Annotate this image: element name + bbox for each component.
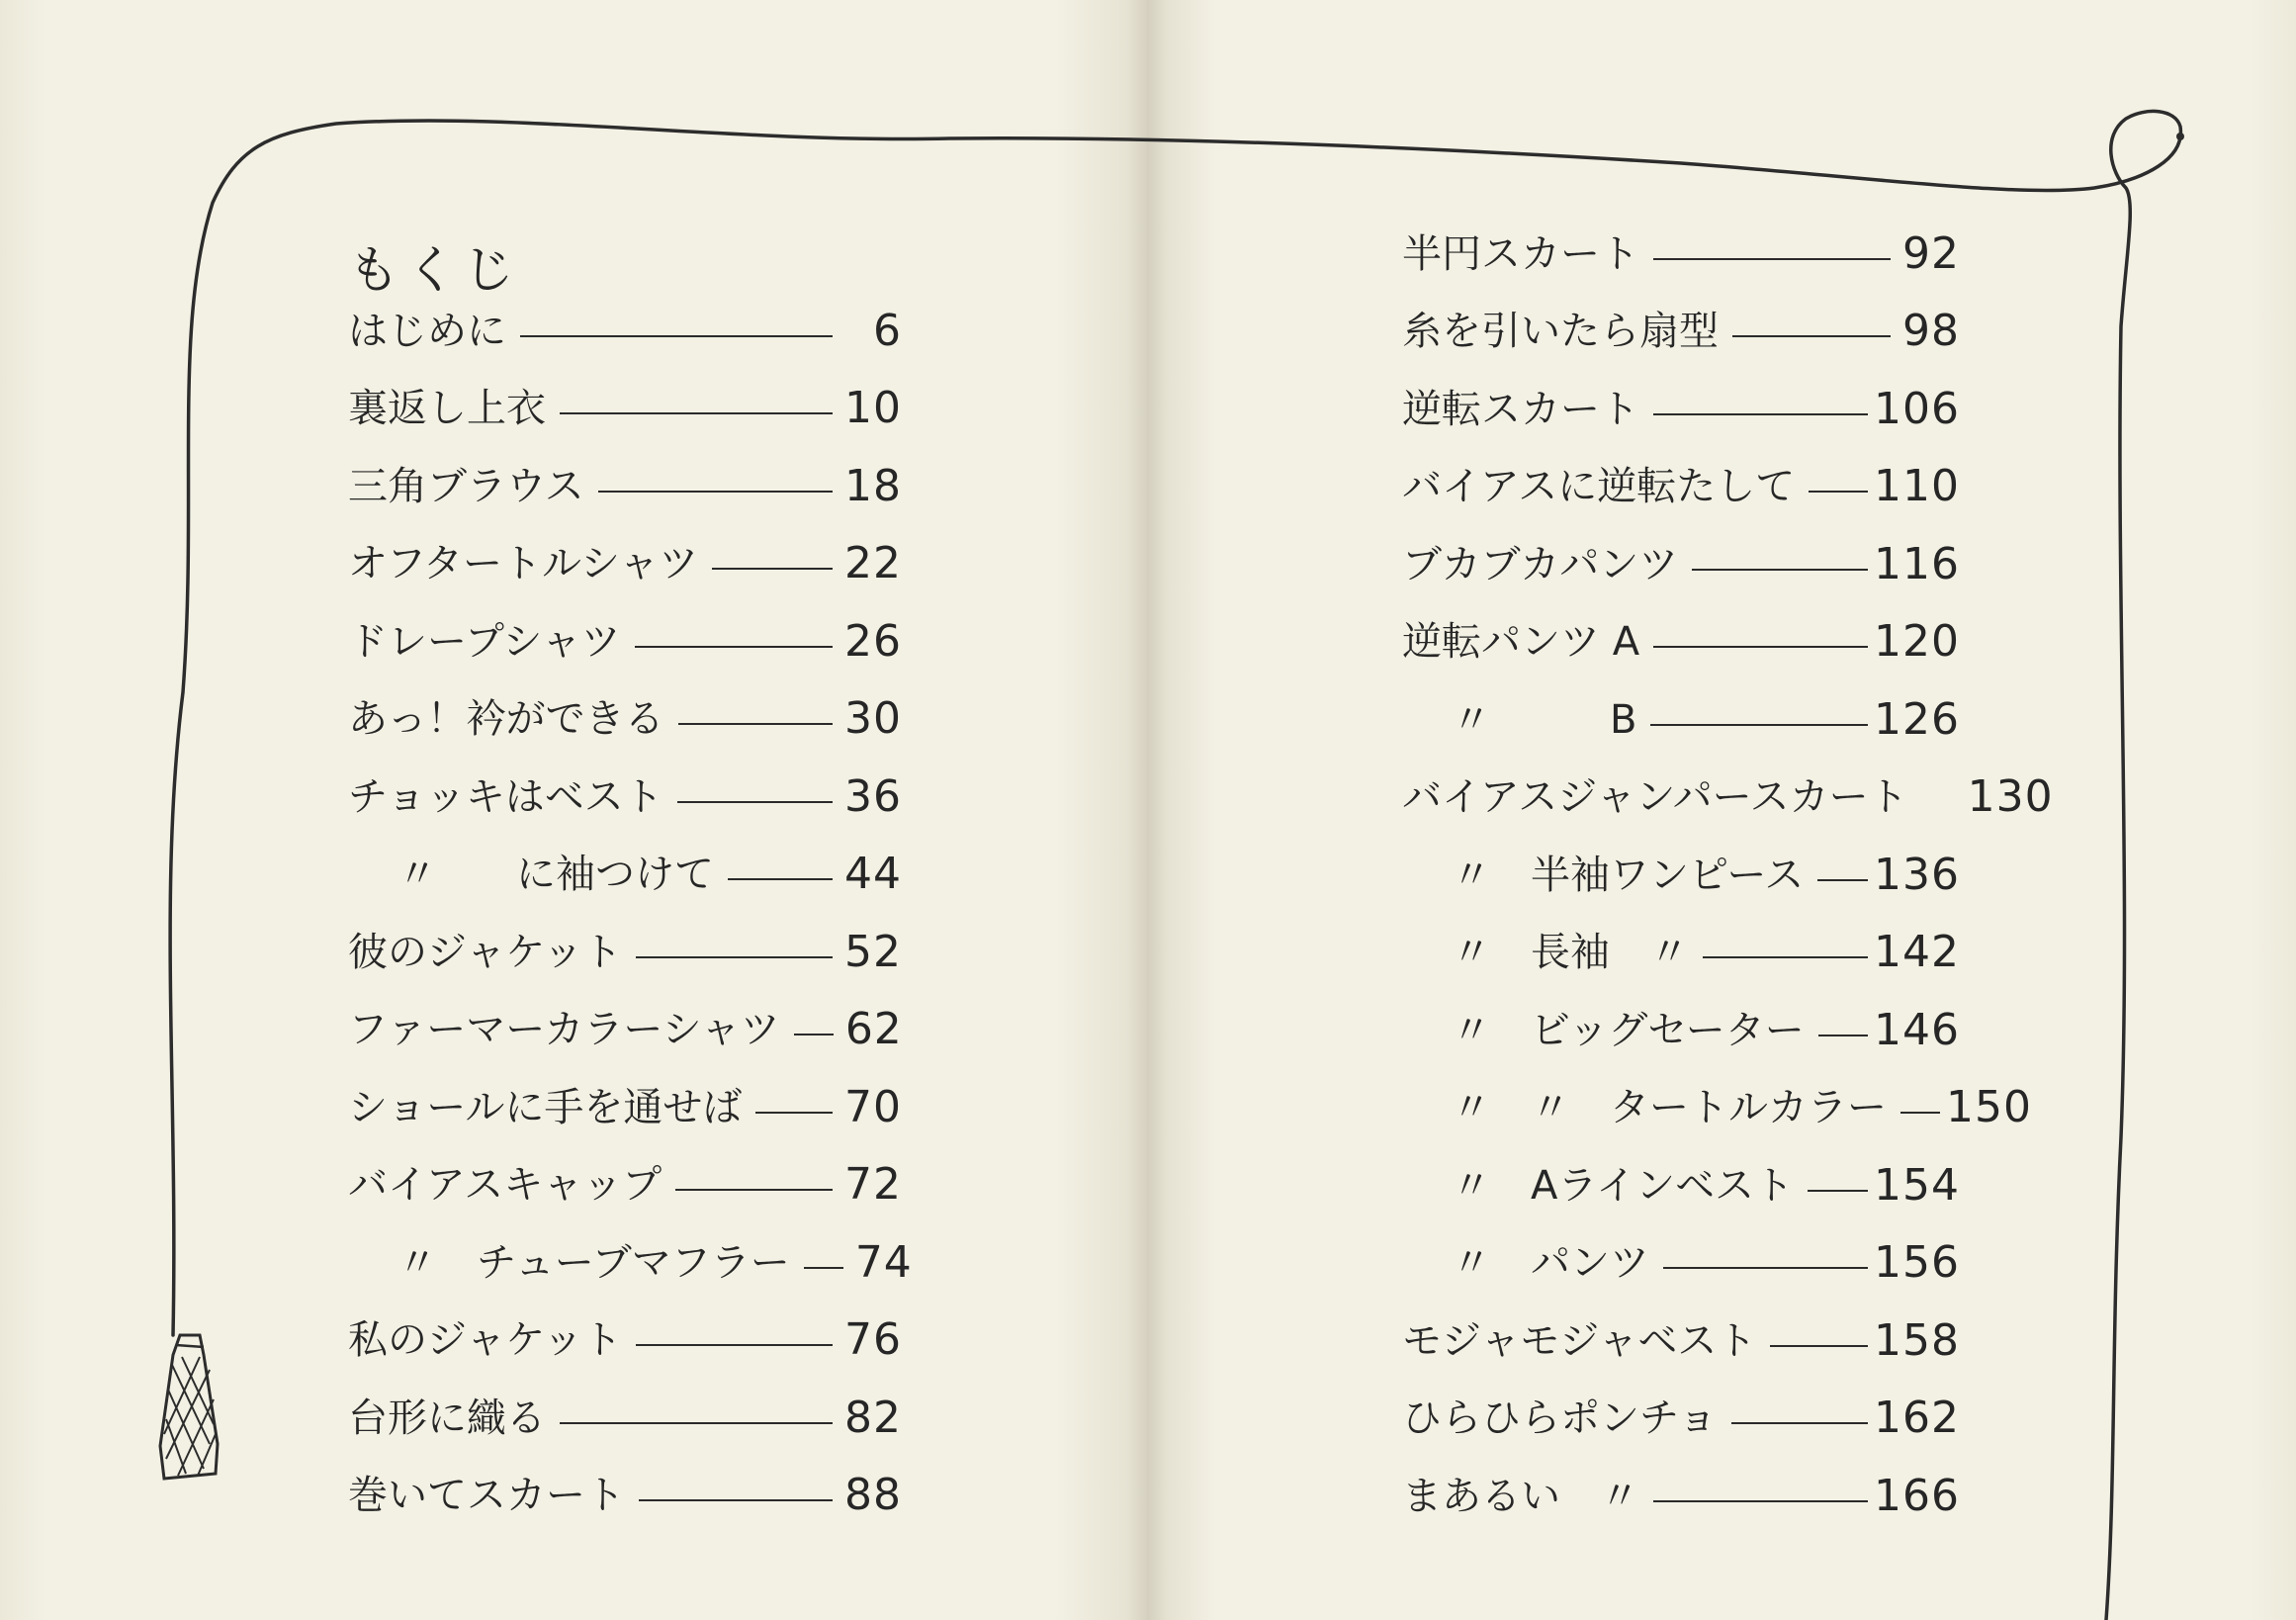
toc-entry [1402,1210,1960,1288]
toc-entry-page: 162 [1874,1393,1960,1443]
toc-entry-title: ファーマーカラーシャツ [348,1007,780,1052]
toc-leader-line [678,723,833,725]
toc-entry [348,1131,902,1210]
toc-entry-page: 98 [1902,306,1960,356]
toc-entry-title: チョッキはベスト [348,773,663,820]
toc-entry [1402,355,1960,433]
toc-entry-page: 82 [844,1392,902,1443]
toc-entry-title: 〃 長袖 〃 [1452,930,1689,975]
toc-entry-title: ショールに手を通せば [348,1084,743,1130]
toc-entry [348,976,902,1054]
toc-entry-title: バイアスジャンパースカート [1402,774,1908,820]
toc-entry [1402,510,1960,588]
toc-entry-title: バイアスキャップ [348,1162,662,1208]
toc-entry-page: 154 [1874,1159,1960,1211]
toc-leader-line [560,412,833,414]
toc-entry-page: 110 [1874,461,1960,511]
toc-entry-title: 半円スカート [1402,230,1639,277]
toc-entry-title: 〃 半袖ワンピース [1452,852,1805,898]
toc-leader-line [1663,1267,1868,1269]
toc-entry [348,1442,902,1520]
toc-leader-line [1650,724,1868,726]
toc-entry [348,743,902,821]
toc-entry-page: 150 [1946,1082,2032,1132]
toc-entry-title: 糸を引いたら扇型 [1402,309,1719,354]
toc-entry-title: 〃 〃 タートルカラー [1452,1085,1887,1130]
toc-leader-line [1653,258,1891,260]
toc-entry-page: 76 [844,1314,902,1365]
toc-entry-page: 72 [844,1159,902,1210]
toc-leader-line [520,335,833,337]
toc-entry-page: 36 [844,770,902,822]
toc-entry-title: 私のジャケット [348,1317,623,1363]
toc-entry [1402,588,1960,667]
toc-entry [348,1209,913,1288]
toc-entry [348,277,902,355]
toc-leader-line [560,1422,833,1424]
toc-entry [348,821,902,899]
toc-entry-page: 74 [854,1236,913,1288]
toc-entry-title: ひらひらポンチョ [1402,1395,1718,1441]
toc-entry [1402,1287,1960,1365]
toc-entry-page: 52 [844,926,902,977]
toc-entry-title: はじめに [348,308,506,354]
toc-entry-page: 6 [873,305,902,356]
thread-cone-icon [160,1335,218,1479]
toc-left-column [348,277,913,1520]
toc-leader-line [1731,1422,1868,1424]
toc-entry-page: 44 [844,849,902,899]
toc-entry-page: 158 [1874,1314,1960,1366]
toc-entry-title: 台形に織る [348,1395,546,1441]
toc-entry-page: 22 [844,538,902,588]
toc-entry-title: 〃 チューブマフラー [397,1239,790,1286]
toc-right-column [1402,200,2054,1521]
toc-entry-title: ブカブカパンツ [1402,541,1679,587]
toc-entry-page: 30 [844,693,902,744]
toc-entry-title: 巻いてスカート [348,1473,625,1518]
toc-entry [348,1053,902,1131]
toc-entry-title: 〃 パンツ [1452,1240,1649,1286]
toc-entry [348,587,902,666]
toc-entry [1402,1131,1960,1210]
toc-entry-title: 彼のジャケット [348,929,623,975]
toc-leader-line [1900,1112,1940,1114]
toc-entry-page: 126 [1874,693,1960,745]
toc-entry-page: 18 [844,460,902,511]
toc-leader-line [1770,1345,1868,1347]
toc-leader-line [1732,335,1891,337]
toc-entry-page: 120 [1874,616,1960,667]
toc-leader-line [1653,1500,1868,1502]
toc-leader-line [598,491,833,493]
toc-entry-title: モジャモジャベスト [1402,1317,1757,1364]
toc-entry [348,355,902,433]
toc-entry [348,510,902,588]
toc-leader-line [1818,1035,1868,1036]
toc-entry [1402,821,1960,899]
toc-entry-title: あっ！衿ができる [348,696,664,742]
toc-entry [348,1287,902,1365]
toc-entry [1402,1442,1960,1520]
yarn-loop-icon [2176,133,2184,140]
toc-leader-line [728,878,833,880]
toc-entry-title: 〃 Aラインベスト [1452,1162,1795,1209]
toc-entry-title: 逆転スカート [1402,386,1639,432]
toc-leader-line [1692,569,1868,571]
toc-leader-line [636,1344,833,1346]
toc-entry [1402,666,1960,744]
toc-entry-page: 130 [1967,771,2054,822]
toc-leader-line [804,1267,843,1269]
toc-entry-page: 70 [844,1081,902,1132]
toc-entry [1402,1365,1960,1443]
toc-entry-title: 〃 ビッグセーター [1452,1007,1805,1053]
toc-leader-line [635,646,833,648]
toc-leader-line [712,568,833,570]
toc-entry [1402,278,1960,356]
toc-entry-page: 88 [844,1470,902,1520]
toc-entry-page: 146 [1874,1004,1960,1055]
toc-leader-line [677,801,833,803]
toc-entry-page: 142 [1874,927,1960,977]
toc-entry [1402,899,1960,977]
toc-leader-line [755,1112,833,1114]
toc-leader-line [636,956,833,958]
toc-entry-page: 106 [1874,383,1960,434]
toc-entry-page: 62 [844,1004,903,1054]
toc-entry-page: 156 [1874,1237,1960,1288]
toc-entry-title: 三角ブラウス [348,463,584,509]
toc-entry-title: まあるい 〃 [1402,1473,1639,1519]
toc-entry-page: 92 [1902,227,1960,279]
toc-entry [1402,744,2054,822]
toc-leader-line [1653,413,1868,415]
toc-entry-page: 10 [844,383,902,433]
toc-leader-line [1703,956,1868,958]
toc-leader-line [1808,1190,1868,1192]
contents-title: もくじ [348,240,521,301]
toc-entry-title: 〃 B [1452,696,1637,743]
toc-entry [1402,976,1960,1054]
toc-entry-title: バイアスに逆転たして [1402,464,1796,509]
toc-entry [1402,1054,2032,1132]
toc-entry [1402,200,1960,278]
toc-entry [348,898,902,976]
toc-entry [348,432,902,510]
toc-entry-title: 逆転パンツ A [1402,619,1640,665]
toc-entry-page: 116 [1874,538,1960,589]
toc-leader-line [1653,646,1868,648]
toc-entry-title: ドレープシャツ [348,618,621,665]
toc-leader-line [794,1034,834,1035]
toc-entry-page: 26 [844,615,902,667]
toc-leader-line [1817,879,1868,881]
toc-entry [1402,433,1960,511]
toc-entry-page: 136 [1874,849,1960,900]
toc-leader-line [1809,491,1868,493]
toc-entry [348,1364,902,1442]
toc-entry [348,666,902,744]
toc-entry-page: 166 [1874,1470,1960,1521]
toc-entry-title: 〃 に袖つけて [397,852,714,897]
toc-leader-line [675,1189,833,1191]
toc-leader-line [639,1499,833,1501]
toc-entry-title: オフタートルシャツ [348,541,699,586]
toc-entry-title: 裏返し上衣 [348,386,546,431]
